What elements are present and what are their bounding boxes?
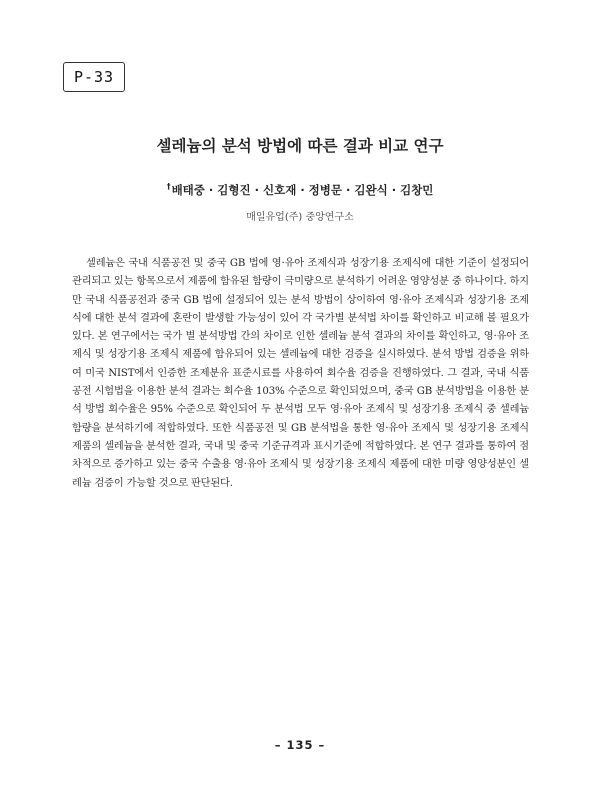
authors-text: 배태중 · 김형진 · 신호재 · 정병문 · 김완식 · 김창민 [171, 183, 434, 197]
author-list [0, 182, 600, 198]
affiliation: 매일유업(주) 중앙연구소 [246, 212, 354, 223]
paper-title: 셀레늄의 분석 방법에 따른 결과 비교 연구 [156, 137, 444, 155]
paper-code: P-33 [73, 68, 115, 86]
corresponding-author-mark: † [166, 182, 171, 192]
page-number: – 135 – [274, 738, 326, 752]
paper-code-box [63, 62, 125, 92]
abstract-body: 셀레늄은 국내 식품공전 및 중국 GB 법에 영·유아 조제식과 성장기용 조제식에 대한 기준이 설정되어 관리되고 있는 항목으로서 제품에 함유된 함량이 극미량으로 분석하기 어려운 영양성분 중 하나이다. 하지만 국내 식품공전과 중국 GB 법에 설정되어 있는 분석 방법이 상이하여 영·유아 조제식과 성장기용 조제식에 대한 분석 결과에 혼란이 발생할 가능성이 있어 각 국가별 분석법 차이를 확인하고 비교해 볼 필요가 있다. 본 연구에서는 국가 별 분석방법 간의 차이로 인한 셀레늄 분석 결과의 차이를 확인하고, 영·유아 조제식 및 성장기용 조제식 제품에 함유되어 있는 셀레늄에 대한 검증을 실시하였다. 분석 방법 검증을 위하여 미국 NIST에서 인증한 조제분유 표준시료를 사용하여 회수율 검증을 진행하였다. 그 결과, 국내 식품공전 시험법을 이용한 분석 결과는 회수율 103% 수준으로 확인되었으며, 중국 GB 분석방법을 이용한 분석 방법 회수율은 95% 수준으로 확인되어 두 분석법 모두 영·유아 조제식 및 성장기용 조제식 중 셀레늄 함량을 분석하기에 적합하였다. 또한 식품공전 및 GB 분석법을 통한 영·유아 조제식 및 성장기용 조제식 제품의 셀레늄을 분석한 결과, 국내 및 중국 기준규격과 표시기준에 적합하였다. 본 연구 결과를 통하여 점차적으로 증가하고 있는 중국 수출용 영·유아 조제식 및 성장기용 조제식 제품에 대한 미량 영양성분인 셀레늄 검증이 가능할 것으로 판단된다. [72, 258, 529, 489]
